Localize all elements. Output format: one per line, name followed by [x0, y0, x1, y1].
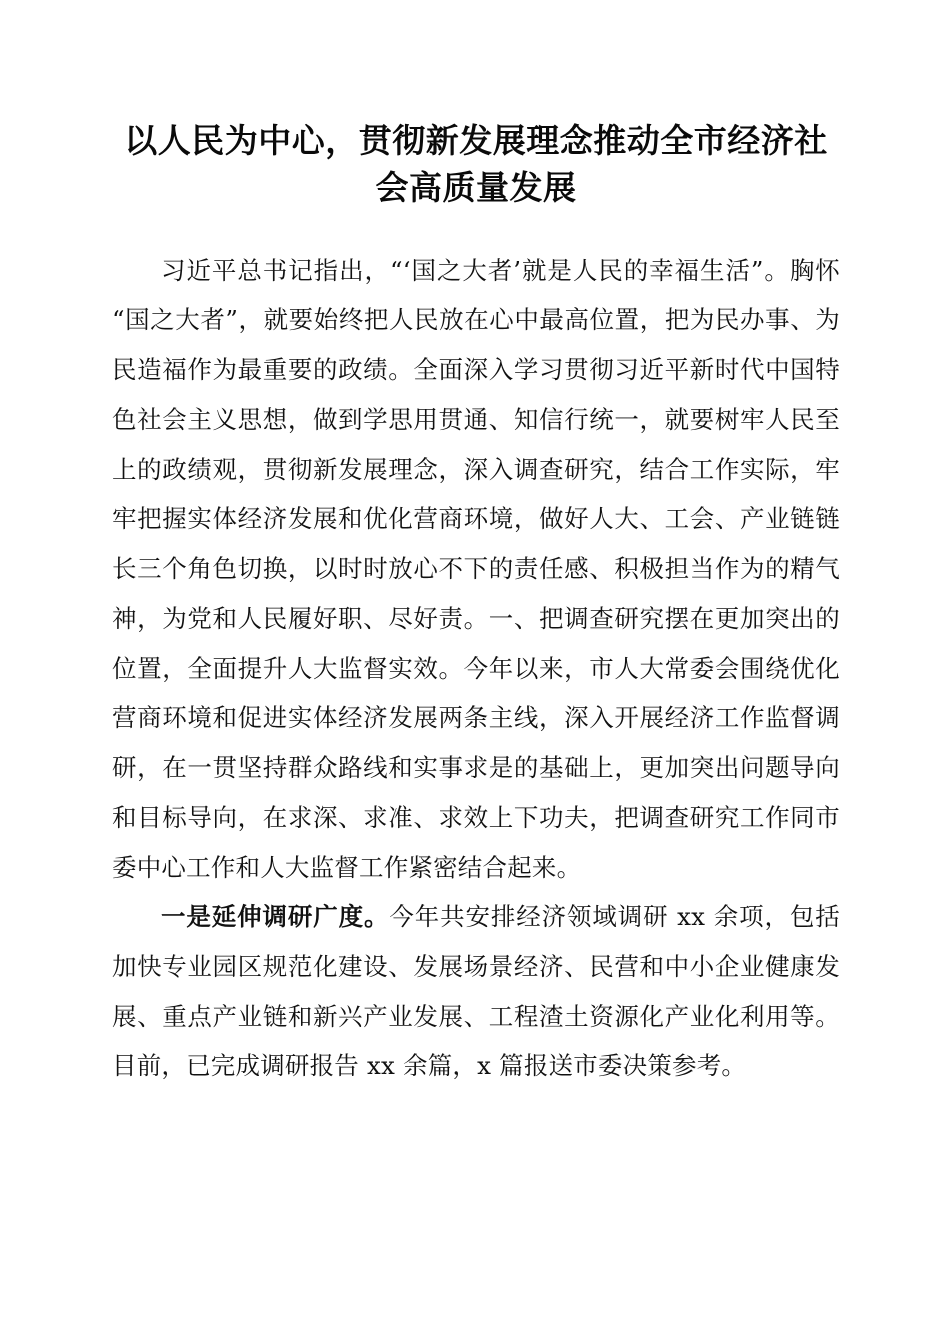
paragraph-2-text: 今年共安排经济领域调研 xx 余项，包括加快专业园区规范化建设、发展场景经济、民营和中小企业健康发展、重点产业链和新兴产业发展、工程渣土资源化产业化利用等。目前，已完成调研报告 xx 余篇，x 篇报送市委决策参考。 [112, 902, 840, 1081]
document-body [112, 246, 840, 1091]
paragraph-1-text: 习近平总书记指出，“‘国之大者’就是人民的幸福生活”。胸怀“国之大者”，就要始终把人民放在心中最高位置，把为民办事、为民造福作为最重要的政绩。全面深入学习贯彻习近平新时代中国特色社会主义思想，做到学思用贯通、知信行统一，就要树牢人民至上的政绩观，贯彻新发展理念，深入调查研究，结合工作实际，牢牢把握实体经济发展和优化营商环境，做好人大、工会、产业链链长三个角色切换，以时时放心不下的责任感、积极担当作为的精气神，为党和人民履好职、尽好责。一、把调查研究摆在更加突出的位置，全面提升人大监督实效。今年以来，市人大常委会围绕优化营商环境和促进实体经济发展两条主线，深入开展经济工作监督调研，在一贯坚持群众路线和实事求是的基础上，更加突出问题导向和目标导向，在求深、求准、求效上下功夫，把调查研究工作同市委中心工作和人大监督工作紧密结合起来。 [112, 255, 840, 882]
page-title: 以人民为中心，贯彻新发展理念推动全市经济社会高质量发展 [124, 121, 828, 207]
paragraph-1 [112, 246, 840, 893]
paragraph-2 [112, 892, 840, 1091]
paragraph-2-lead: 一是延伸调研广度。 [161, 902, 390, 932]
